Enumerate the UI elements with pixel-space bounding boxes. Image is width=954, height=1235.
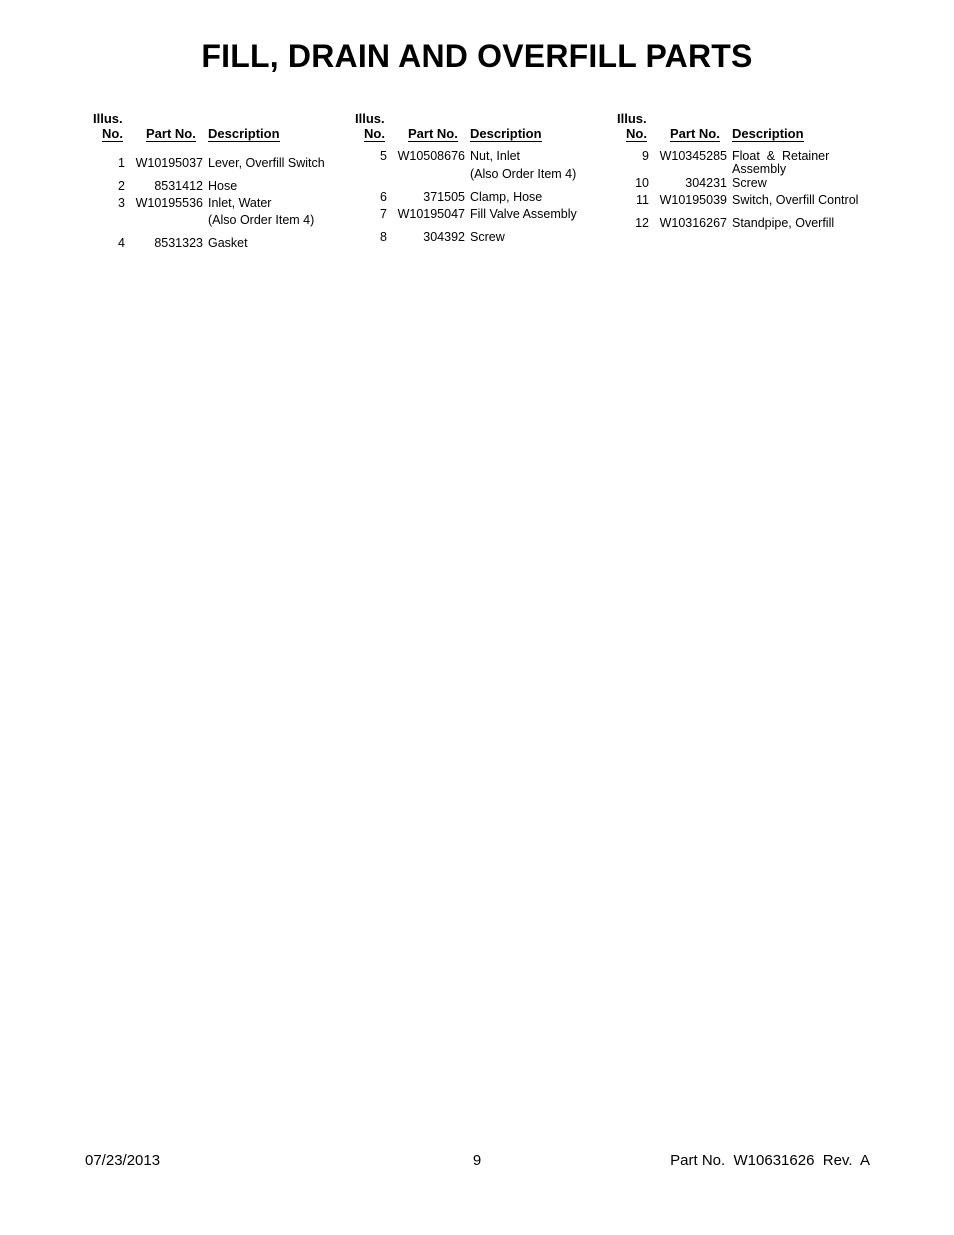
- part-no: 371505: [423, 190, 465, 204]
- footer-part-number: Part No. W10631626 Rev. A: [670, 1152, 870, 1169]
- header-illus: Illus.: [355, 111, 385, 126]
- description-note: (Also Order Item 4): [470, 167, 577, 181]
- part-no: W10508676: [397, 149, 465, 163]
- header-description: Description: [208, 126, 280, 141]
- description: Switch, Overfill Control: [732, 193, 859, 207]
- illus-no: 5: [380, 149, 387, 163]
- description: Clamp, Hose: [470, 190, 543, 204]
- part-no: W10195039: [659, 193, 727, 207]
- table-row: [610, 216, 872, 246]
- header-illus: Illus.: [93, 111, 123, 126]
- header-no: No.: [364, 126, 385, 141]
- table-row: [86, 196, 348, 226]
- parts-column-2: [348, 110, 610, 244]
- illus-no: 9: [642, 149, 649, 163]
- header-no: No.: [626, 126, 647, 141]
- table-row: [348, 149, 610, 179]
- table-row: [86, 236, 348, 266]
- header-no: No.: [102, 126, 123, 141]
- header-part-no: Part No.: [670, 126, 720, 141]
- part-no: 8531323: [154, 236, 203, 250]
- illus-no: 1: [118, 156, 125, 170]
- column-header: [86, 110, 348, 144]
- header-description: Description: [470, 126, 542, 141]
- part-no: W10345285: [659, 149, 727, 163]
- description: Hose: [208, 179, 238, 193]
- part-no: W10195037: [135, 156, 203, 170]
- description-note: (Also Order Item 4): [208, 213, 315, 227]
- illus-no: 8: [380, 230, 387, 244]
- footer-date: 07/23/2013: [85, 1152, 161, 1169]
- part-no: W10195536: [135, 196, 203, 210]
- description: Float & Retainer: [732, 149, 830, 163]
- column-header: [610, 110, 872, 144]
- header-part-no: Part No.: [408, 126, 458, 141]
- parts-column-3: [610, 110, 872, 230]
- header-illus: Illus.: [617, 111, 647, 126]
- part-no: W10316267: [659, 216, 727, 230]
- footer-page-number: 9: [472, 1152, 482, 1169]
- part-no: 8531412: [154, 179, 203, 193]
- description: Fill Valve Assembly: [470, 207, 577, 221]
- header-description: Description: [732, 126, 804, 141]
- illus-no: 10: [635, 176, 649, 190]
- part-no: 304231: [685, 176, 727, 190]
- description: Inlet, Water: [208, 196, 272, 210]
- description: Gasket: [208, 236, 248, 250]
- parts-column-1: [86, 110, 348, 250]
- description: Standpipe, Overfill: [732, 216, 835, 230]
- part-no: 304392: [423, 230, 465, 244]
- illus-no: 11: [636, 193, 649, 207]
- header-part-no: Part No.: [146, 126, 196, 141]
- illus-no: 7: [380, 207, 387, 221]
- page-title: FILL, DRAIN AND OVERFILL PARTS: [201, 38, 753, 74]
- description: Screw: [470, 230, 505, 244]
- illus-no: 6: [380, 190, 387, 204]
- description: Lever, Overfill Switch: [208, 156, 325, 170]
- table-row: [610, 149, 872, 179]
- illus-no: 4: [118, 236, 125, 250]
- description: Screw: [732, 176, 767, 190]
- part-no: W10195047: [397, 207, 465, 221]
- description-note: Assembly: [732, 162, 787, 176]
- illus-no: 3: [118, 196, 125, 210]
- description: Nut, Inlet: [470, 149, 521, 163]
- illus-no: 12: [635, 216, 649, 230]
- illus-no: 2: [118, 179, 125, 193]
- table-row: [348, 230, 610, 260]
- column-header: [348, 110, 610, 144]
